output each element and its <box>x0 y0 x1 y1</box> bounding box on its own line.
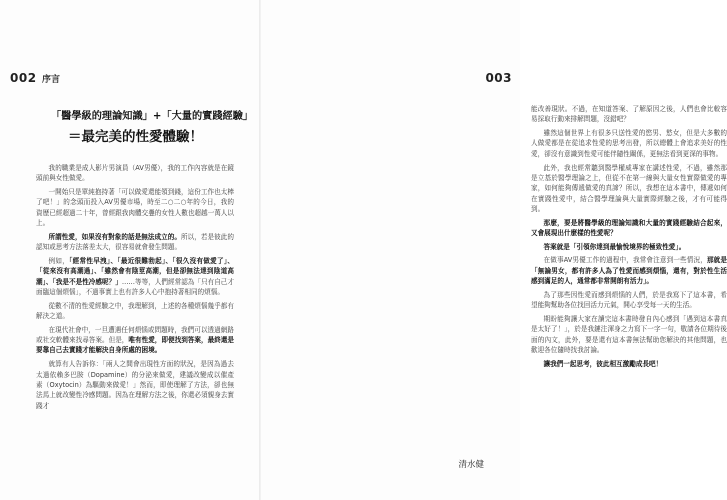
right-page <box>261 0 727 500</box>
paragraph: 所謂性愛，如果沒有對象的話是無法成立的。所以，若是彼此的認知或思考方法落差太大，很容易就會發生問題。 <box>36 232 234 252</box>
paragraph: 為了那些因性愛而感到煩惱的人們，於是我寫下了這本書，希望能夠幫助各位找回活力元氣，開心享受每一天的生活。 <box>531 290 727 310</box>
emphasis: 「經常性早洩」、「最近很難勃起」、「很久沒有做愛了」、「從來沒有高潮過」、「雖然會有陰莖高潮，但是卻無法達到陰道高潮」、「我是不是性冷感呢？」 <box>36 256 235 286</box>
paragraph <box>531 218 727 239</box>
section-title: 序言 <box>42 75 61 85</box>
left-page <box>0 0 259 500</box>
paragraph: 從數不清的性愛經驗之中，我理解到，上述的各種煩惱幾乎都有解決之道。 <box>36 301 234 321</box>
paragraph: 就算有人告訴你：「兩人之間會出現性方面的狀況，是因為過去太過依賴多巴胺（Dopamine）的分泌來做愛，建議改變成以催產素（Oxytocin）為驅動來做愛！」然而，即使理解了方法，卻也無法馬上就改變性冷感問題。因為在理解方法之後，你還必須親身去實踐才 <box>36 360 234 410</box>
paragraph: 此外，我也經常聽到醫學權威專家在講述性愛，不過，雖然那是立基於醫學理論之上，但從不在第一線與大量女性實際做愛的專家，如何能夠傳遞做愛的真諦？所以，我想在這本書中，傳遞如何在實踐性愛中，結合醫學理論與大量實際經驗之後，才有可能得到。 <box>531 163 727 213</box>
paragraph: 期盼能夠讓大家在讀完這本書時發自內心感到「遇到這本書真是太好了！」，於是我鏈注渾身之力寫下一字一句，敬請各位期待後面的內文，此外，要是還有這本書無法幫助您解決的其他問題，也歡迎各位隨時找我討論。 <box>531 314 727 354</box>
headline-line-1: 「醫學級的理論知識」+「大量的實踐經驗」 <box>51 111 254 122</box>
paragraph: 例如，「經常性早洩」、「最近很難勃起」、「很久沒有做愛了」、「從來沒有高潮過」、「雖然會有陰莖高潮，但是卻無法達到陰道高潮」、「我是不是性冷感呢？」……等等，人們經常認為「只有自己才面臨這個煩惱」，不過事實上也有許多人心中抱持著相同的煩惱。 <box>36 256 235 296</box>
paragraph: 一開始只是單純抱持著「可以做愛還能領到錢，這份工作也太棒了吧！」的念頭而投入AV男優市場，時至二○二○年的今日，我的資歷已經超過二十年，曾經跟我肉體交疊的女性人數也超越一萬人以上。 <box>36 188 234 228</box>
emphasis: 所謂性愛，如果沒有對象的話是無法成立的。 <box>48 232 182 241</box>
emphasis: 讓我們一起思考，彼此相互激勵成長吧！ <box>543 359 663 368</box>
emphasis: 答案就是「引領你達到最愉悅境界的極致性愛」。 <box>543 242 686 251</box>
paragraph <box>531 359 727 369</box>
paragraph: 能改善現狀。不過，在知道答案、了解原因之後，人們也會比較容易採取行動來排解問題，沒錯吧？ <box>531 105 727 124</box>
paragraph <box>531 242 727 252</box>
paragraph: 在做事AV男優工作的過程中，我常會注意到一些情況，那就是「無論男女，都有許多人為了性愛而感到煩惱，還有，對於性生活感到滿足的人，通常都非常開朗有活力」。 <box>531 256 727 286</box>
headline-line-2: ＝最完美的性愛體驗！ <box>68 129 203 145</box>
page-number-right: 003 <box>485 71 512 85</box>
author-signature: 清水健 <box>458 460 484 470</box>
emphasis: 那麼，要是將醫學級的理論知識和大量的實踐經驗結合起來，又會展現出什麼樣的性愛呢？ <box>531 218 727 237</box>
paragraph: 我的職業是成人影片男演員（AV男優），我的工作內容就是在鏡頭前與女性做愛。 <box>36 164 234 183</box>
paragraph: 在現代社會中，一旦遭遇任何煩惱或問題時，我們可以透過網路或社交軟體來找尋答案。但是，唯有性愛，即便找到答案，最終還是要靠自己去實踐才能解決自身所處的困境。 <box>36 325 235 355</box>
emphasis: 那就是「無論男女，都有許多人為了性愛而感到煩惱，還有，對於性生活感到滿足的人，通常都非常開朗有活力」。 <box>531 256 727 286</box>
page-number-left: 002 <box>10 71 37 85</box>
left-body-text <box>36 163 234 414</box>
emphasis: 唯有性愛，即便找到答案，最終還是要靠自己去實踐才能解決自身所處的困境。 <box>36 336 235 355</box>
right-body-text <box>531 104 727 372</box>
paragraph: 雖然這個世界上有很多只送性愛的慾男、慾女，但是大多數的人做愛都是在從追求性愛的思考出發，所以總體上會追求美好的性愛，卻沒有意識到性愛可能伴隨性關係，更無法看到更深的事物。 <box>531 129 727 158</box>
